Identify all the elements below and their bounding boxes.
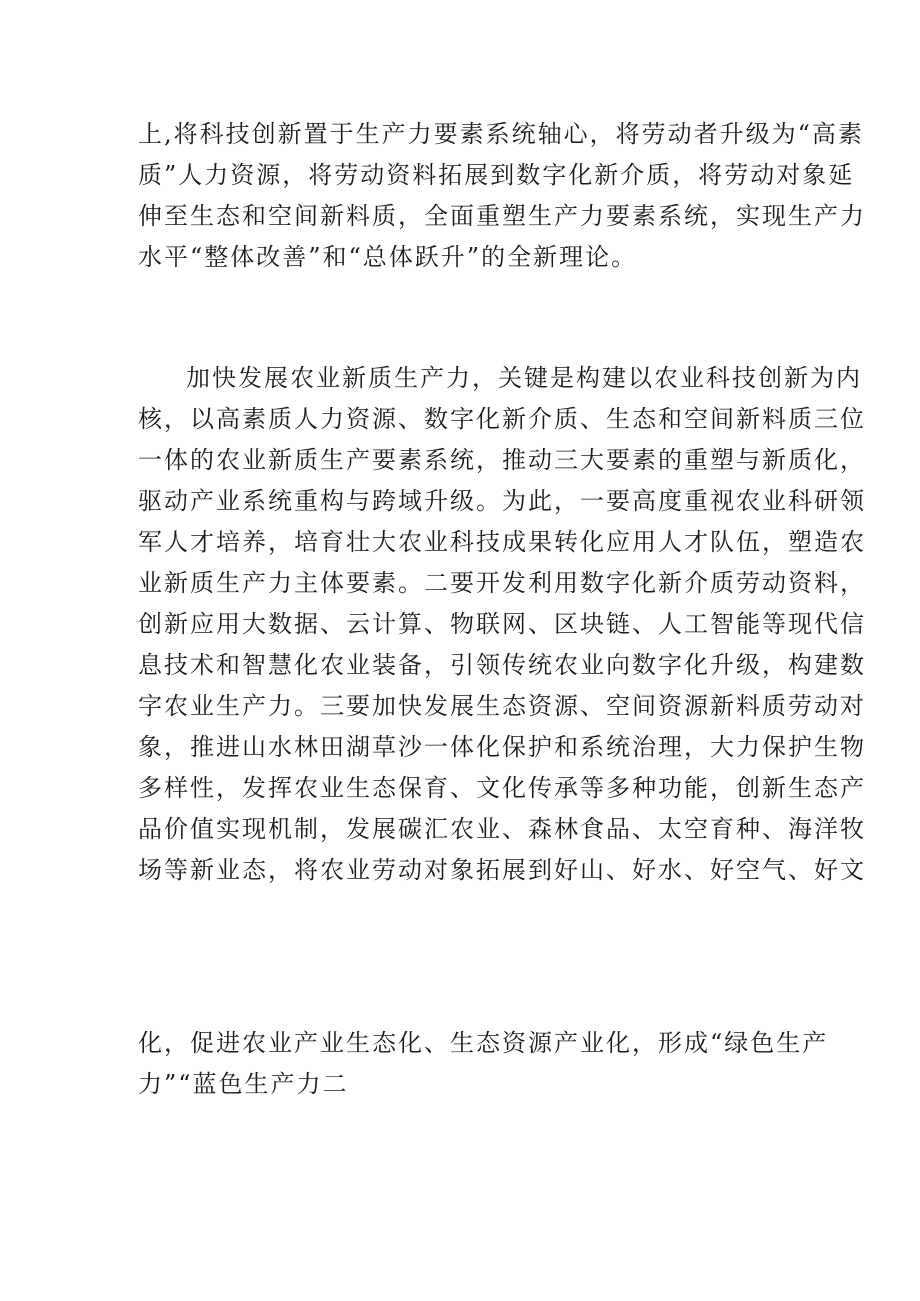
paragraph-line: 创新应用大数据、云计算、物联网、区块链、人工智能等现代信 — [138, 610, 866, 638]
paragraph-line: 场等新业态，将农业劳动对象拓展到好山、好水、好空气、好文 — [138, 856, 866, 884]
paragraph-line: 一体的农业新质生产要素系统，推动三大要素的重塑与新质化， — [138, 446, 866, 474]
paragraph-line: 水平“整体改善”和“总体跃升”的全新理论。 — [138, 243, 638, 271]
paragraph-line: 加快发展农业新质生产力，关键是构建以农业科技创新为内 — [186, 364, 862, 392]
paragraph-line: 上,将科技创新置于生产力要素系统轴心，将劳动者升级为“高素 — [138, 120, 864, 148]
paragraph-line: 力”“蓝色生产力二 — [138, 1070, 349, 1098]
paragraph-line: 核，以高素质人力资源、数字化新介质、生态和空间新料质三位 — [138, 405, 866, 433]
paragraph-line: 军人才培养，培育壮大农业科技成果转化应用人才队伍，塑造农 — [138, 528, 866, 556]
paragraph-line: 多样性，发挥农业生态保育、文化传承等多种功能，创新生态产 — [138, 774, 866, 802]
paragraph-line: 业新质生产力主体要素。二要开发利用数字化新介质劳动资料， — [138, 569, 866, 597]
paragraph-line: 化，促进农业产业生态化、生态资源产业化，形成“绿色生产 — [138, 1029, 829, 1057]
paragraph-line: 息技术和智慧化农业装备，引领传统农业向数字化升级，构建数 — [138, 651, 866, 679]
paragraph-line: 品价值实现机制，发展碳汇农业、森林食品、太空育种、海洋牧 — [138, 815, 866, 843]
paragraph-3 — [138, 1023, 829, 1105]
paragraph-line: 伸至生态和空间新料质，全面重塑生产力要素系统，实现生产力 — [138, 202, 866, 230]
paragraph-line: 字农业生产力。三要加快发展生态资源、空间资源新料质劳动对 — [138, 692, 866, 720]
paragraph-2 — [138, 358, 866, 891]
paragraph-line: 质”人力资源，将劳动资料拓展到数字化新介质，将劳动对象延 — [138, 161, 855, 189]
paragraph-1 — [138, 114, 866, 278]
paragraph-line: 驱动产业系统重构与跨域升级。为此，一要高度重视农业科研领 — [138, 487, 866, 515]
paragraph-line: 象，推进山水林田湖草沙一体化保护和系统治理，大力保护生物 — [138, 733, 866, 761]
